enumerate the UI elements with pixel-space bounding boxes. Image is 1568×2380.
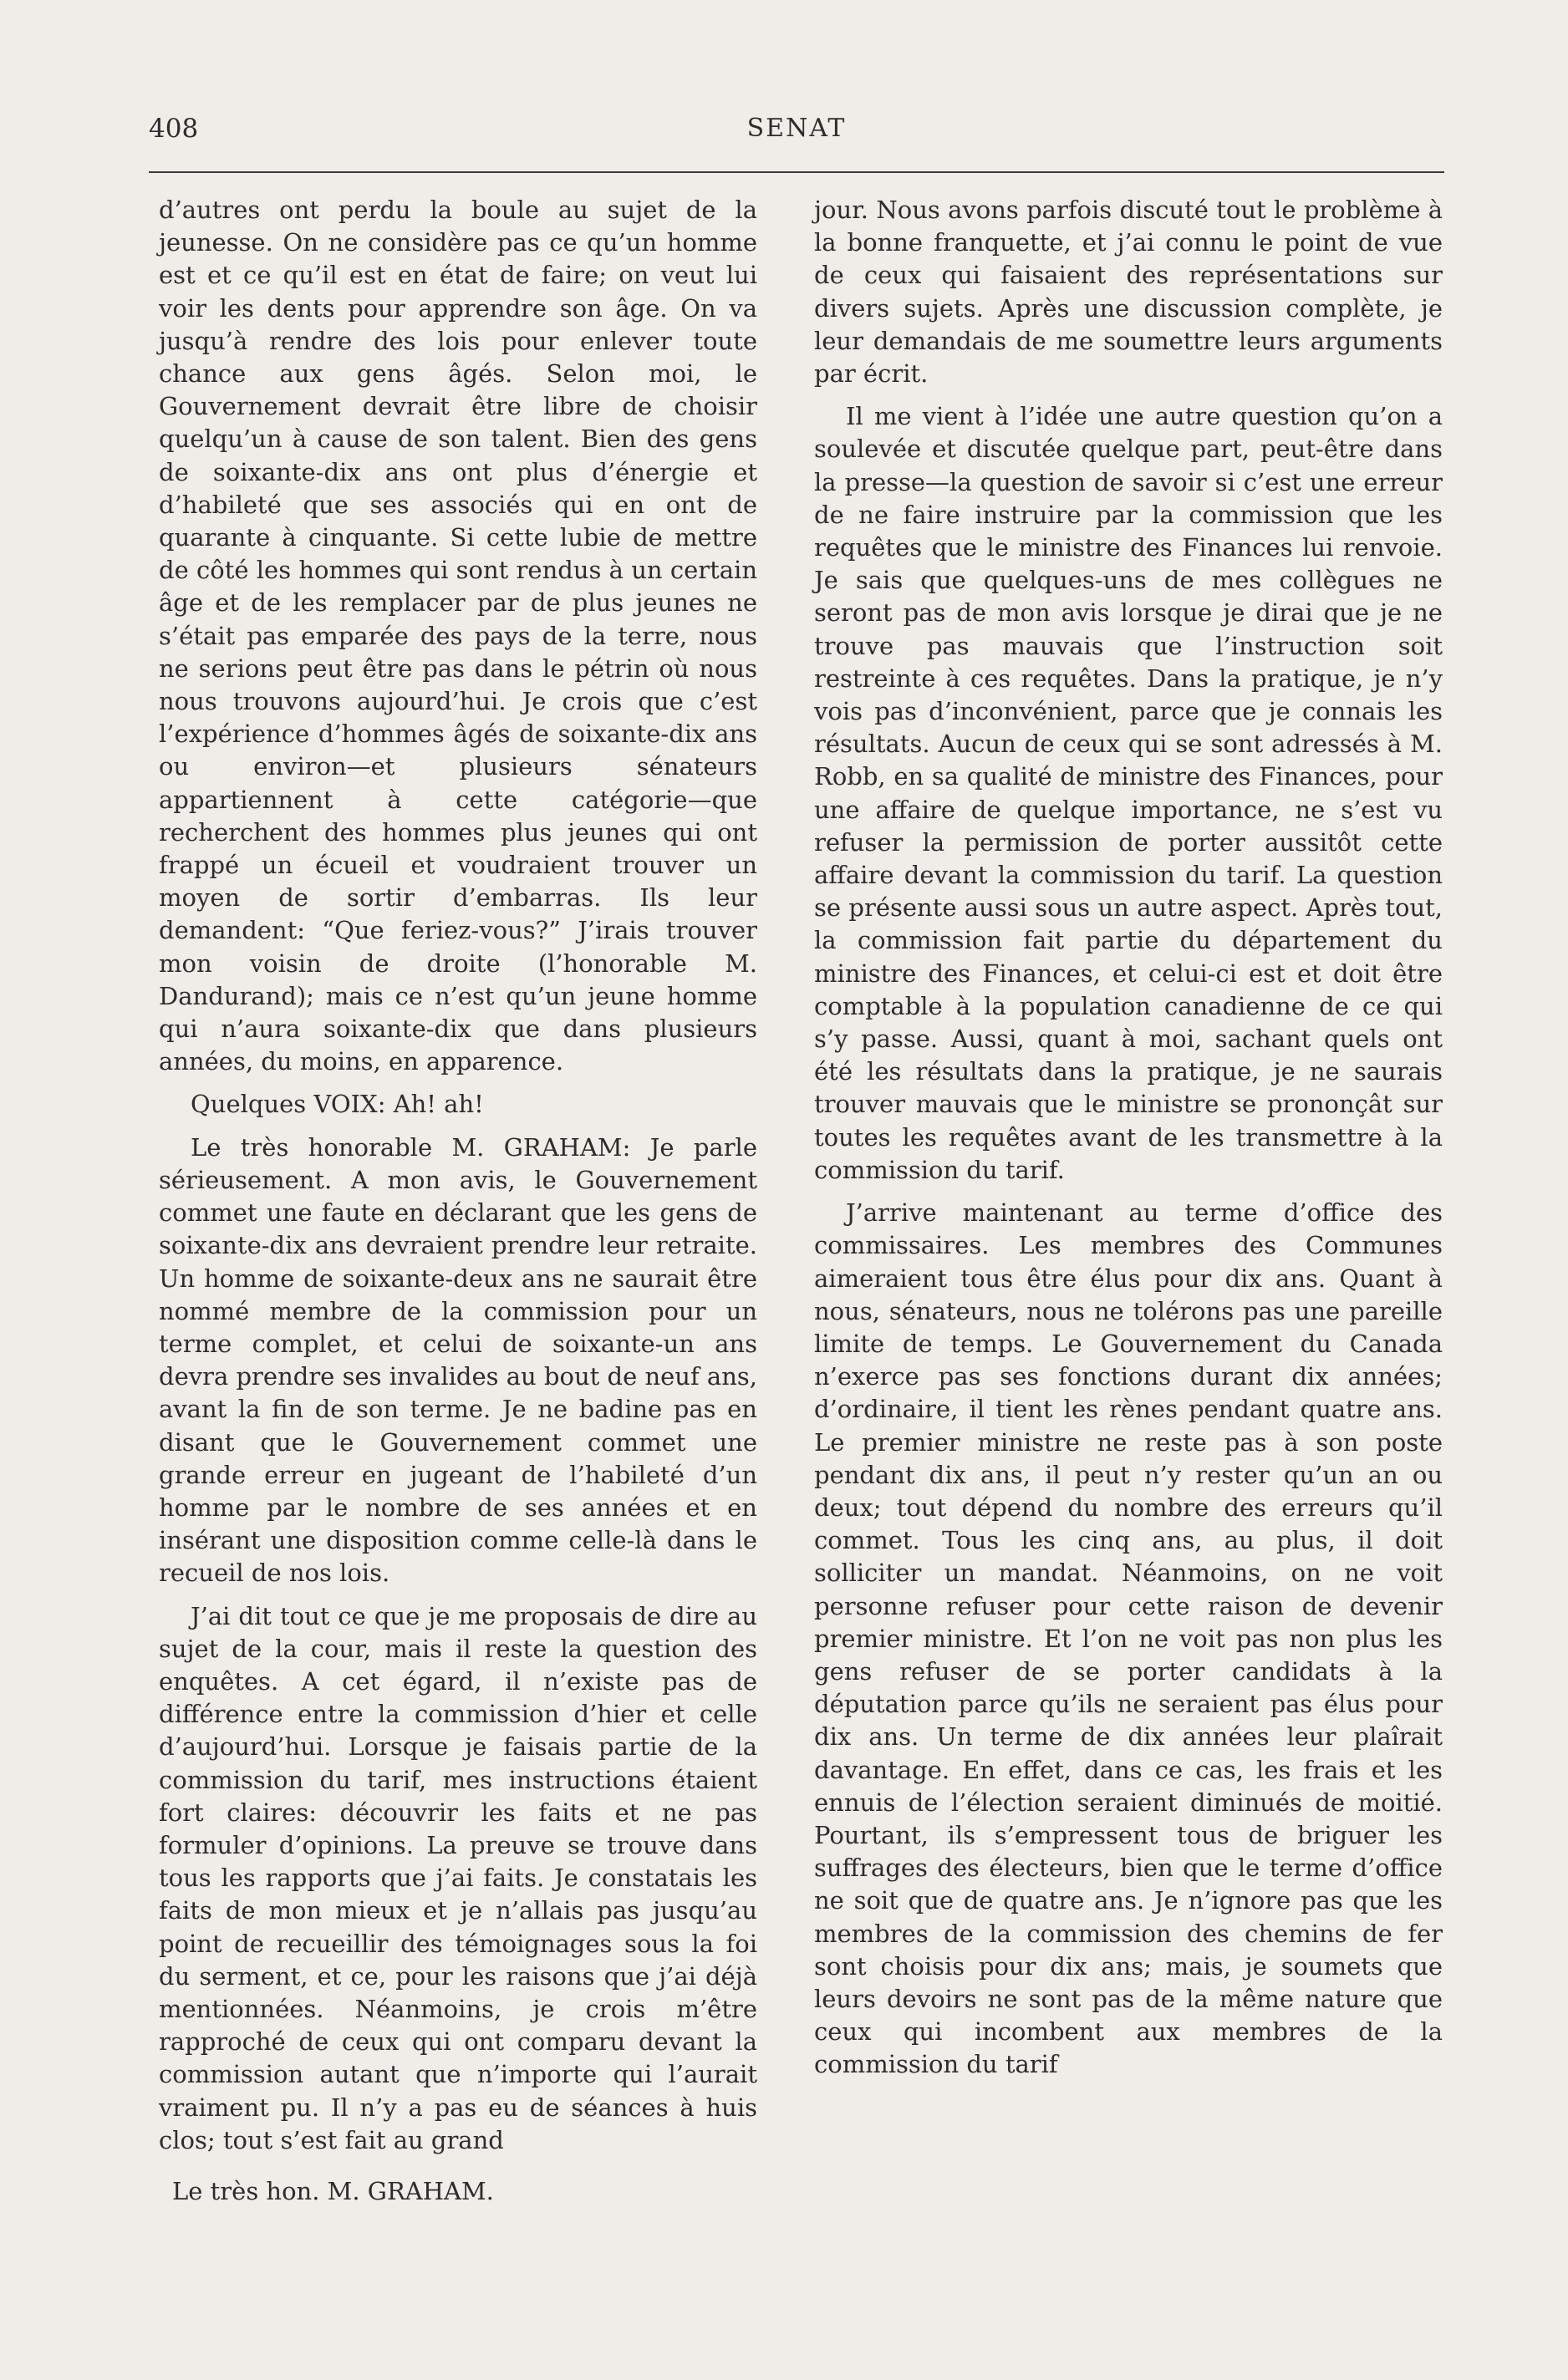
page-number: 408 <box>149 114 199 144</box>
paragraph: J’ai dit tout ce que je me proposais de dire au sujet de la cour, mais il reste la question des enquêtes. A cet égard, il n’existe pas de différence entre la commission d’hier et celle d’aujourd’hui. Lorsque je faisais partie de la commission du tarif, mes instructions étaient fort claires: découvrir les faits et ne pas formuler d’opinions. La preuve se trouve dans tous les rapports que j’ai faits. Je constatais les faits de mon mieux et je n’allais pas jusqu’au point de recueillir des témoignages sous la foi du serment, et ce, pour les raisons que j’ai déjà mentionnées. Néanmoins, je crois m’être rapproché de ceux qui ont comparu devant la commission autant que n’importe qui l’aurait vraiment pu. Il n’y a pas eu de séances à huis clos; tout s’est fait au grand <box>159 1601 757 2154</box>
paragraph: jour. Nous avons parfois discuté tout le problème à la bonne franquette, et j’ai connu le point de vue de ceux qui faisaient des représentations sur divers sujets. Après une discussion complète, je leur demandais de me soumettre leurs arguments par écrit. <box>814 196 1443 389</box>
paragraph: J’arrive maintenant au terme d’office des commissaires. Les membres des Communes aimeraient tous être élus pour dix ans. Quant à nous, sénateurs, nous ne tolérons pas une pareille limite de temps. Le Gouvernement du Canada n’exerce pas ses fonctions durant dix années; d’ordinaire, il tient les rènes pendant quatre ans. Le premier ministre ne reste pas à son poste pendant dix ans, il peut n’y rester qu’un an ou deux; tout dépend du nombre des erreurs qu’il commet. Tous les cinq ans, au plus, il doit solliciter un mandat. Néanmoins, on ne voit personne refuser pour cette raison de devenir premier ministre. Et l’on ne voit pas non plus les gens refuser de se porter candidats à la députation parce qu’ils ne seraient pas élus pour dix ans. Un terme de dix années leur plaîrait davantage. En effet, dans ce cas, les frais et les ennuis de l’élection seraient diminués de moitié. Pourtant, ils s’empressent tous de briguer les suffrages des électeurs, bien que le terme d’office ne soit que de quatre ans. Je n’ignore pas que les membres de la commission des chemins de fer sont choisis pour dix ans; mais, je soumets que leurs devoirs ne sont pas de la même nature que ceux qui incombent aux membres de la commission du tarif <box>814 1198 1443 2079</box>
speaker-footer: Le très hon. M. GRAHAM. <box>172 2177 494 2205</box>
page-header <box>149 112 1444 145</box>
left-column <box>159 194 757 2157</box>
paragraph: d’autres ont perdu la boule au sujet de la jeunesse. On ne considère pas ce qu’un homme est et ce qu’il est en état de faire; on veut lui voir les dents pour apprendre son âge. On va jusqu’à rendre des lois pour enlever toute chance aux gens âgés. Selon moi, le Gouvernement devrait être libre de choisir quelqu’un à cause de son talent. Bien des gens de soixante-dix ans ont plus d’énergie et d’habileté que ses associés qui en ont de quarante à cinquante. Si cette lubie de mettre de côté les hommes qui sont rendus à un certain âge et de les remplacer par de plus jeunes ne s’était pas emparée des pays de la terre, nous ne serions peut être pas dans le pétrin où nous nous trouvons aujourd’hui. Je crois que c’est l’expérience d’hommes âgés de soixante-dix ans ou environ—et plusieurs sénateurs appartiennent à cette catégorie—que recherchent des hommes plus jeunes qui ont frappé un écueil et voudraient trouver un moyen de sortir d’embarras. Ils leur demandent: “Que feriez-vous?” J’irais trouver mon voisin de droite (l’honorable M. Dandurand); mais ce n’est qu’un jeune homme qui n’aura soixante-dix que dans plusieurs années, du moins, en apparence. <box>159 196 757 1076</box>
paragraph: Le très honorable M. GRAHAM: Je parle sérieusement. A mon avis, le Gouvernement commet une faute en déclarant que les gens de soixante-dix ans devraient prendre leur retraite. Un homme de soixante-deux ans ne saurait être nommé membre de la commission pour un terme complet, et celui de soixante-un ans devra prendre ses invalides au bout de neuf ans, avant la fin de son terme. Je ne badine pas en disant que le Gouvernement commet une grande erreur en jugeant de l’habileté d’un homme par le nombre de ses années et en insérant une disposition comme celle-là dans le recueil de nos lois. <box>159 1132 757 1588</box>
paragraph: Il me vient à l’idée une autre question qu’on a soulevée et discutée quelque part, peut-être dans la presse—la question de savoir si c’est une erreur de ne faire instruire par la commission que les requêtes que le ministre des Finances lui renvoie. Je sais que quelques-uns de mes collègues ne seront pas de mon avis lorsque je dirai que je ne trouve pas mauvais que l’instruction soit restreinte à ces requêtes. Dans la pratique, je n’y vois pas d’inconvénient, parce que je connais les résultats. Aucun de ceux qui se sont adressés à M. Robb, en sa qualité de ministre des Finances, pour une affaire de quelque importance, ne s’est vu refuser la permission de porter aussitôt cette affaire devant la commission du tarif. La question se présente aussi sous un autre aspect. Après tout, la commission fait partie du département du ministre des Finances, et celui-ci est et doit être comptable à la population canadienne de ce qui s’y passe. Aussi, quant à moi, sachant quels ont été les résultats dans la pratique, je ne saurais trouver mauvais que le ministre se prononçât sur toutes les requêtes avant de les transmettre à la commission du tarif. <box>814 402 1443 1184</box>
running-title: SENAT <box>746 114 847 143</box>
header-rule <box>149 171 1444 173</box>
right-column <box>814 194 1443 2082</box>
paragraph: Quelques VOIX: Ah! ah! <box>191 1090 484 1119</box>
